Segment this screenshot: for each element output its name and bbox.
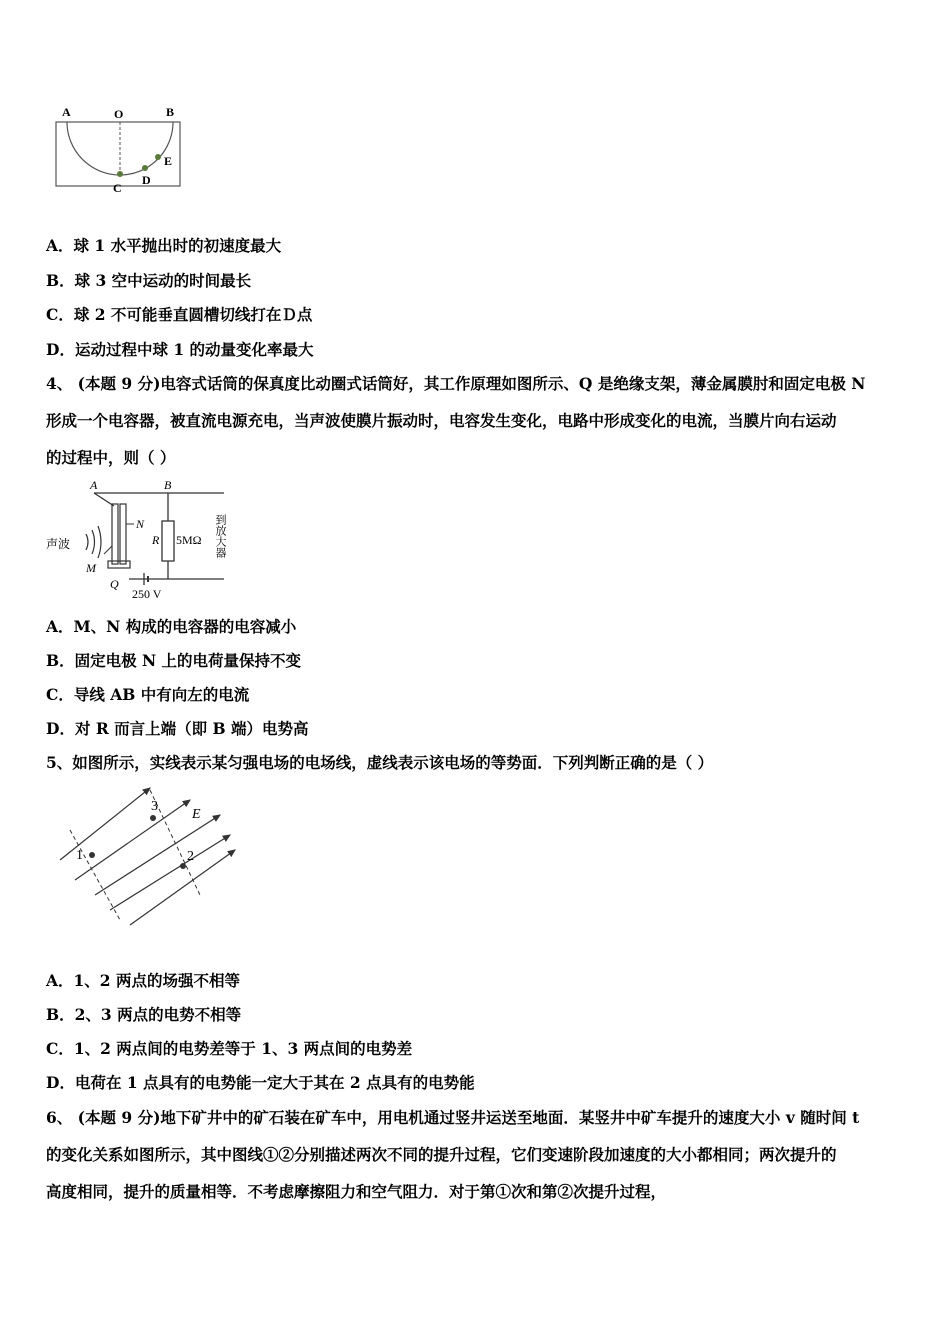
- q5-option-a: A．1、2 两点的场强不相等: [46, 971, 240, 990]
- q4-option-c: C．导线 AB 中有向左的电流: [46, 685, 250, 704]
- semicircle-groove-figure: [50, 100, 190, 195]
- label-q: Q: [110, 577, 119, 591]
- q6-stem-line-2: 的变化关系如图所示，其中图线①②分别描述两次不同的提升过程，它们变速阶段加速度的大小都相同；两次提升的: [46, 1145, 837, 1164]
- q3-option-b: B．球 3 空中运动的时间最长: [46, 271, 252, 290]
- q3-option-d: D．运动过程中球 1 的动量变化率最大: [46, 340, 314, 359]
- q4-option-b: B．固定电极 N 上的电荷量保持不变: [46, 651, 302, 670]
- point-3-label: 3: [151, 799, 158, 814]
- q5-stem: 5、如图所示，实线表示某匀强电场的电场线，虚线表示该电场的等势面．下列判断正确的是（ ）: [46, 753, 714, 772]
- q6-stem-line-3: 高度相同，提升的质量相等．不考虑摩擦阻力和空气阻力．对于第①次和第②次提升过程，: [46, 1182, 667, 1201]
- label-b: B: [166, 105, 175, 119]
- amplifier-label: 到放大器: [214, 514, 226, 558]
- voltage-label: 250 V: [132, 587, 162, 601]
- ball-e: [155, 154, 161, 160]
- label-m: M: [86, 561, 96, 575]
- q4-stem-line-2: 形成一个电容器，被直流电源充电，当声波使膜片振动时，电容发生变化，电路中形成变化的电流，当膜片向右运动: [46, 411, 837, 430]
- ball-d: [142, 165, 148, 171]
- q3-option-a: A．球 1 水平抛出时的初速度最大: [46, 236, 282, 255]
- label-o: O: [114, 107, 124, 121]
- point-1-label: 1: [76, 848, 83, 863]
- label-a: A: [90, 478, 98, 492]
- label-d: D: [142, 173, 151, 187]
- q5-option-b: B．2、3 两点的电势不相等: [46, 1005, 242, 1024]
- q5-option-d: D．电荷在 1 点具有的电势能一定大于其在 2 点具有的电势能: [46, 1073, 475, 1092]
- microphone-circuit-figure: [44, 476, 244, 604]
- q5-option-c: C．1、2 两点间的电势差等于 1、3 两点间的电势差: [46, 1039, 413, 1058]
- q3-option-c: C．球 2 不可能垂直圆槽切线打在Ｄ点: [46, 305, 313, 324]
- label-r: R: [152, 533, 160, 547]
- q4-stem-line-1: 4、 (本题 9 分)电容式话筒的保真度比动圈式话筒好，其工作原理如图所示、Q 是绝缘支架，薄金属膜肘和固定电极 N: [46, 374, 866, 393]
- sound-wave-label: 声波: [46, 537, 71, 551]
- label-n: N: [136, 517, 145, 531]
- q6-stem-line-1: 6、 (本题 9 分)地下矿井中的矿石装在矿车中，用电机通过竖井运送至地面．某竖井中矿车提升的速度大小 v 随时间 t: [46, 1108, 860, 1127]
- q4-option-d: D．对 R 而言上端（即 B 端）电势高: [46, 719, 309, 738]
- label-e: E: [164, 154, 173, 168]
- resistor-value: 5MΩ: [176, 533, 202, 547]
- label-a: A: [62, 105, 71, 119]
- electric-field-figure: [50, 780, 250, 930]
- q4-option-a: A．M、N 构成的电容器的电容减小: [46, 617, 297, 636]
- q4-stem-line-3: 的过程中，则（ ）: [46, 448, 176, 467]
- ball-c: [117, 171, 123, 177]
- label-b: B: [164, 478, 172, 492]
- label-c: C: [113, 181, 122, 195]
- point-2-label: 2: [187, 849, 194, 864]
- field-e-label: E: [192, 807, 201, 822]
